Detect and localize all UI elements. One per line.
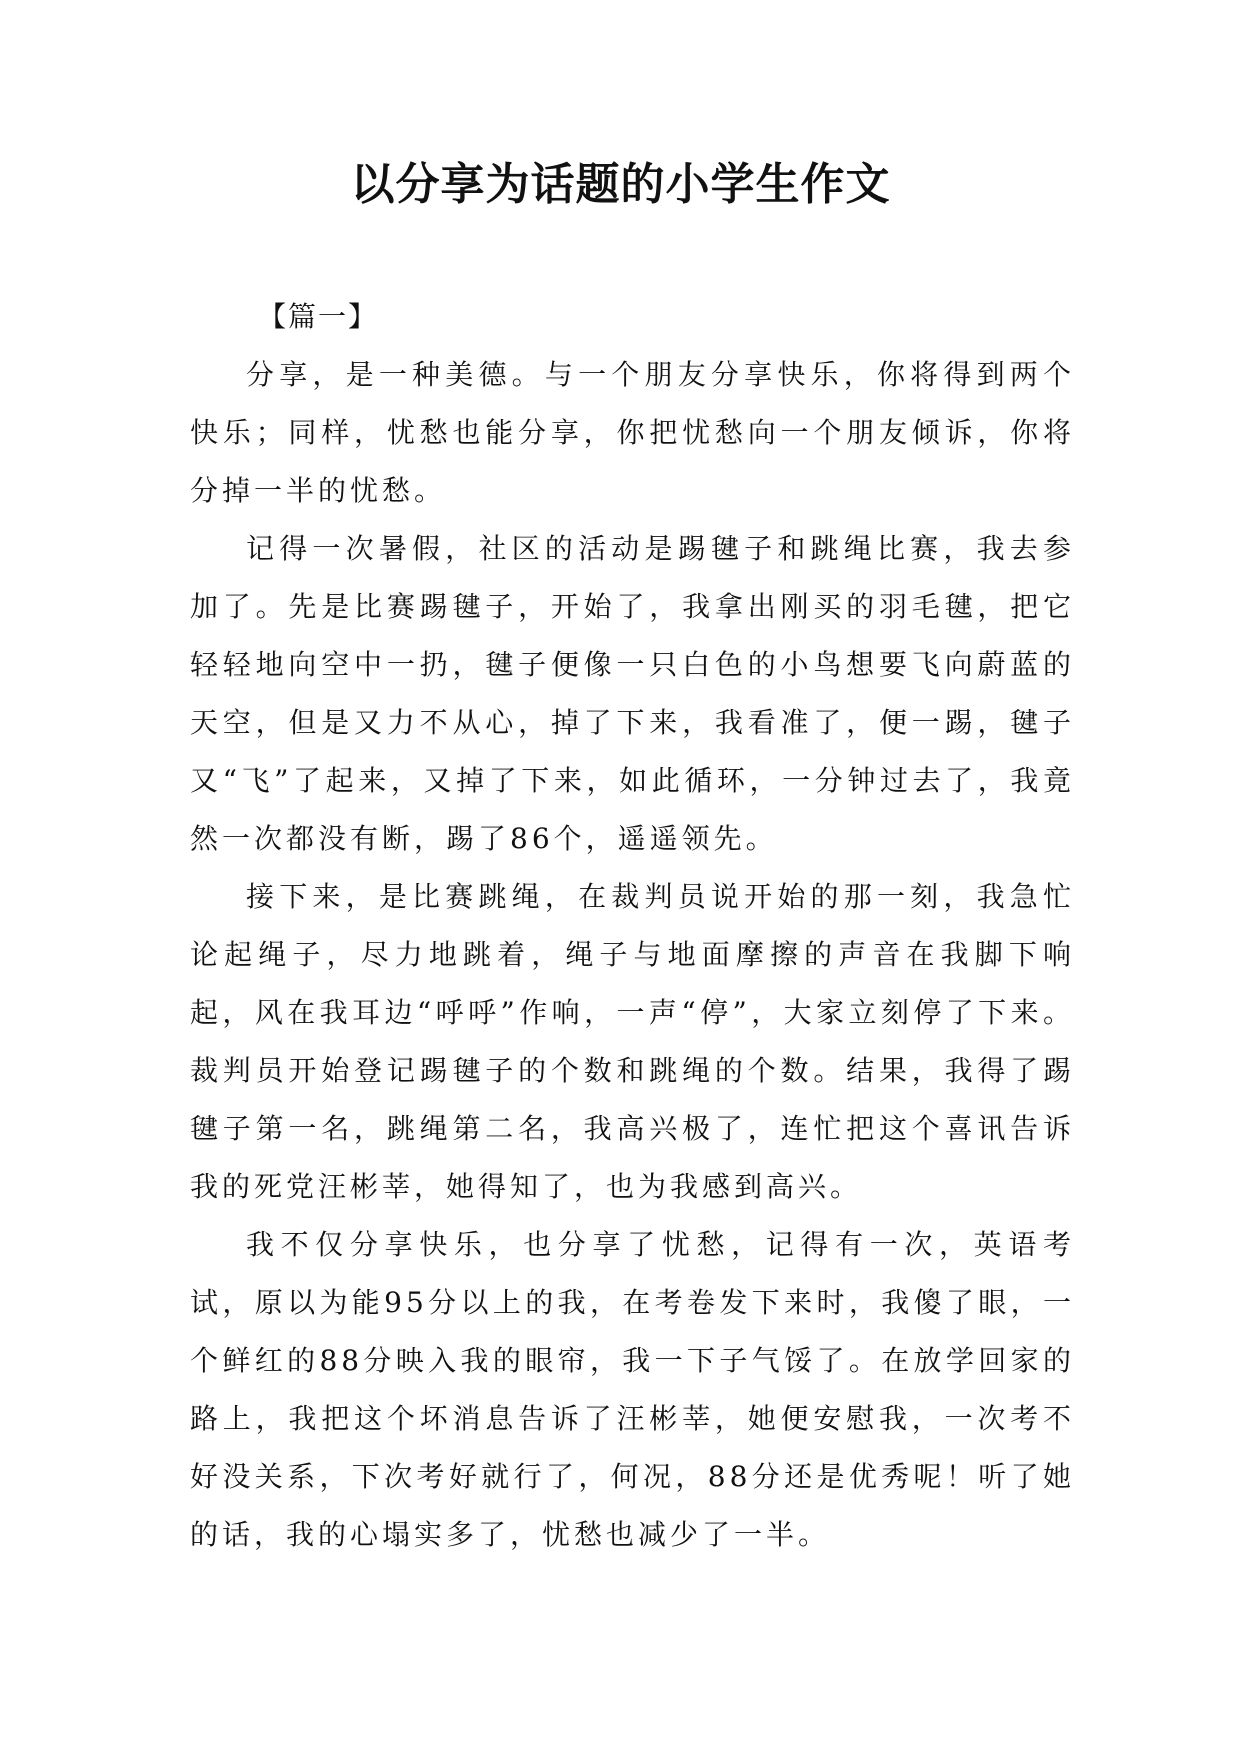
paragraph-4: 我不仅分享快乐，也分享了忧愁，记得有一次，英语考试，原以为能95分以上的我，在考卷发下来时，我傻了眼，一个鲜红的88分映入我的眼帘，我一下子气馁了。在放学回家的路上，我把这个坏消息告诉了汪彬莘，她便安慰我，一次考不好没关系，下次考好就行了，何况，88分还是优秀呢！听了她的话，我的心塌实多了，忧愁也减少了一半。 bbox=[190, 1228, 1075, 1551]
page-title: 以分享为话题的小学生作文 bbox=[350, 159, 891, 210]
paragraph-2: 记得一次暑假，社区的活动是踢毽子和跳绳比赛，我去参加了。先是比赛踢毽子，开始了，我拿出刚买的羽毛毽，把它轻轻地向空中一扔，毽子便像一只白色的小鸟想要飞向蔚蓝的天空，但是又力不从心，掉了下来，我看准了，便一踢，毽子又“飞”了起来，又掉了下来，如此循环，一分钟过去了，我竟然一次都没有断，踢了86个，遥遥领先。 bbox=[190, 532, 1075, 855]
paragraph-3: 接下来，是比赛跳绳，在裁判员说开始的那一刻，我急忙论起绳子，尽力地跳着，绳子与地面摩擦的声音在我脚下响起，风在我耳边“呼呼”作响，一声“停”，大家立刻停了下来。裁判员开始登记踢毽子的个数和跳绳的个数。结果，我得了踢毽子第一名，跳绳第二名，我高兴极了，连忙把这个喜讯告诉我的死党汪彬莘，她得知了，也为我感到高兴。 bbox=[190, 880, 1075, 1203]
essay-body bbox=[190, 346, 1075, 1564]
paragraph-1: 分享，是一种美德。与一个朋友分享快乐，你将得到两个快乐；同样，忧愁也能分享，你把忧愁向一个朋友倾诉，你将分掉一半的忧愁。 bbox=[190, 358, 1075, 507]
section-label: 【篇一】 bbox=[258, 300, 379, 333]
